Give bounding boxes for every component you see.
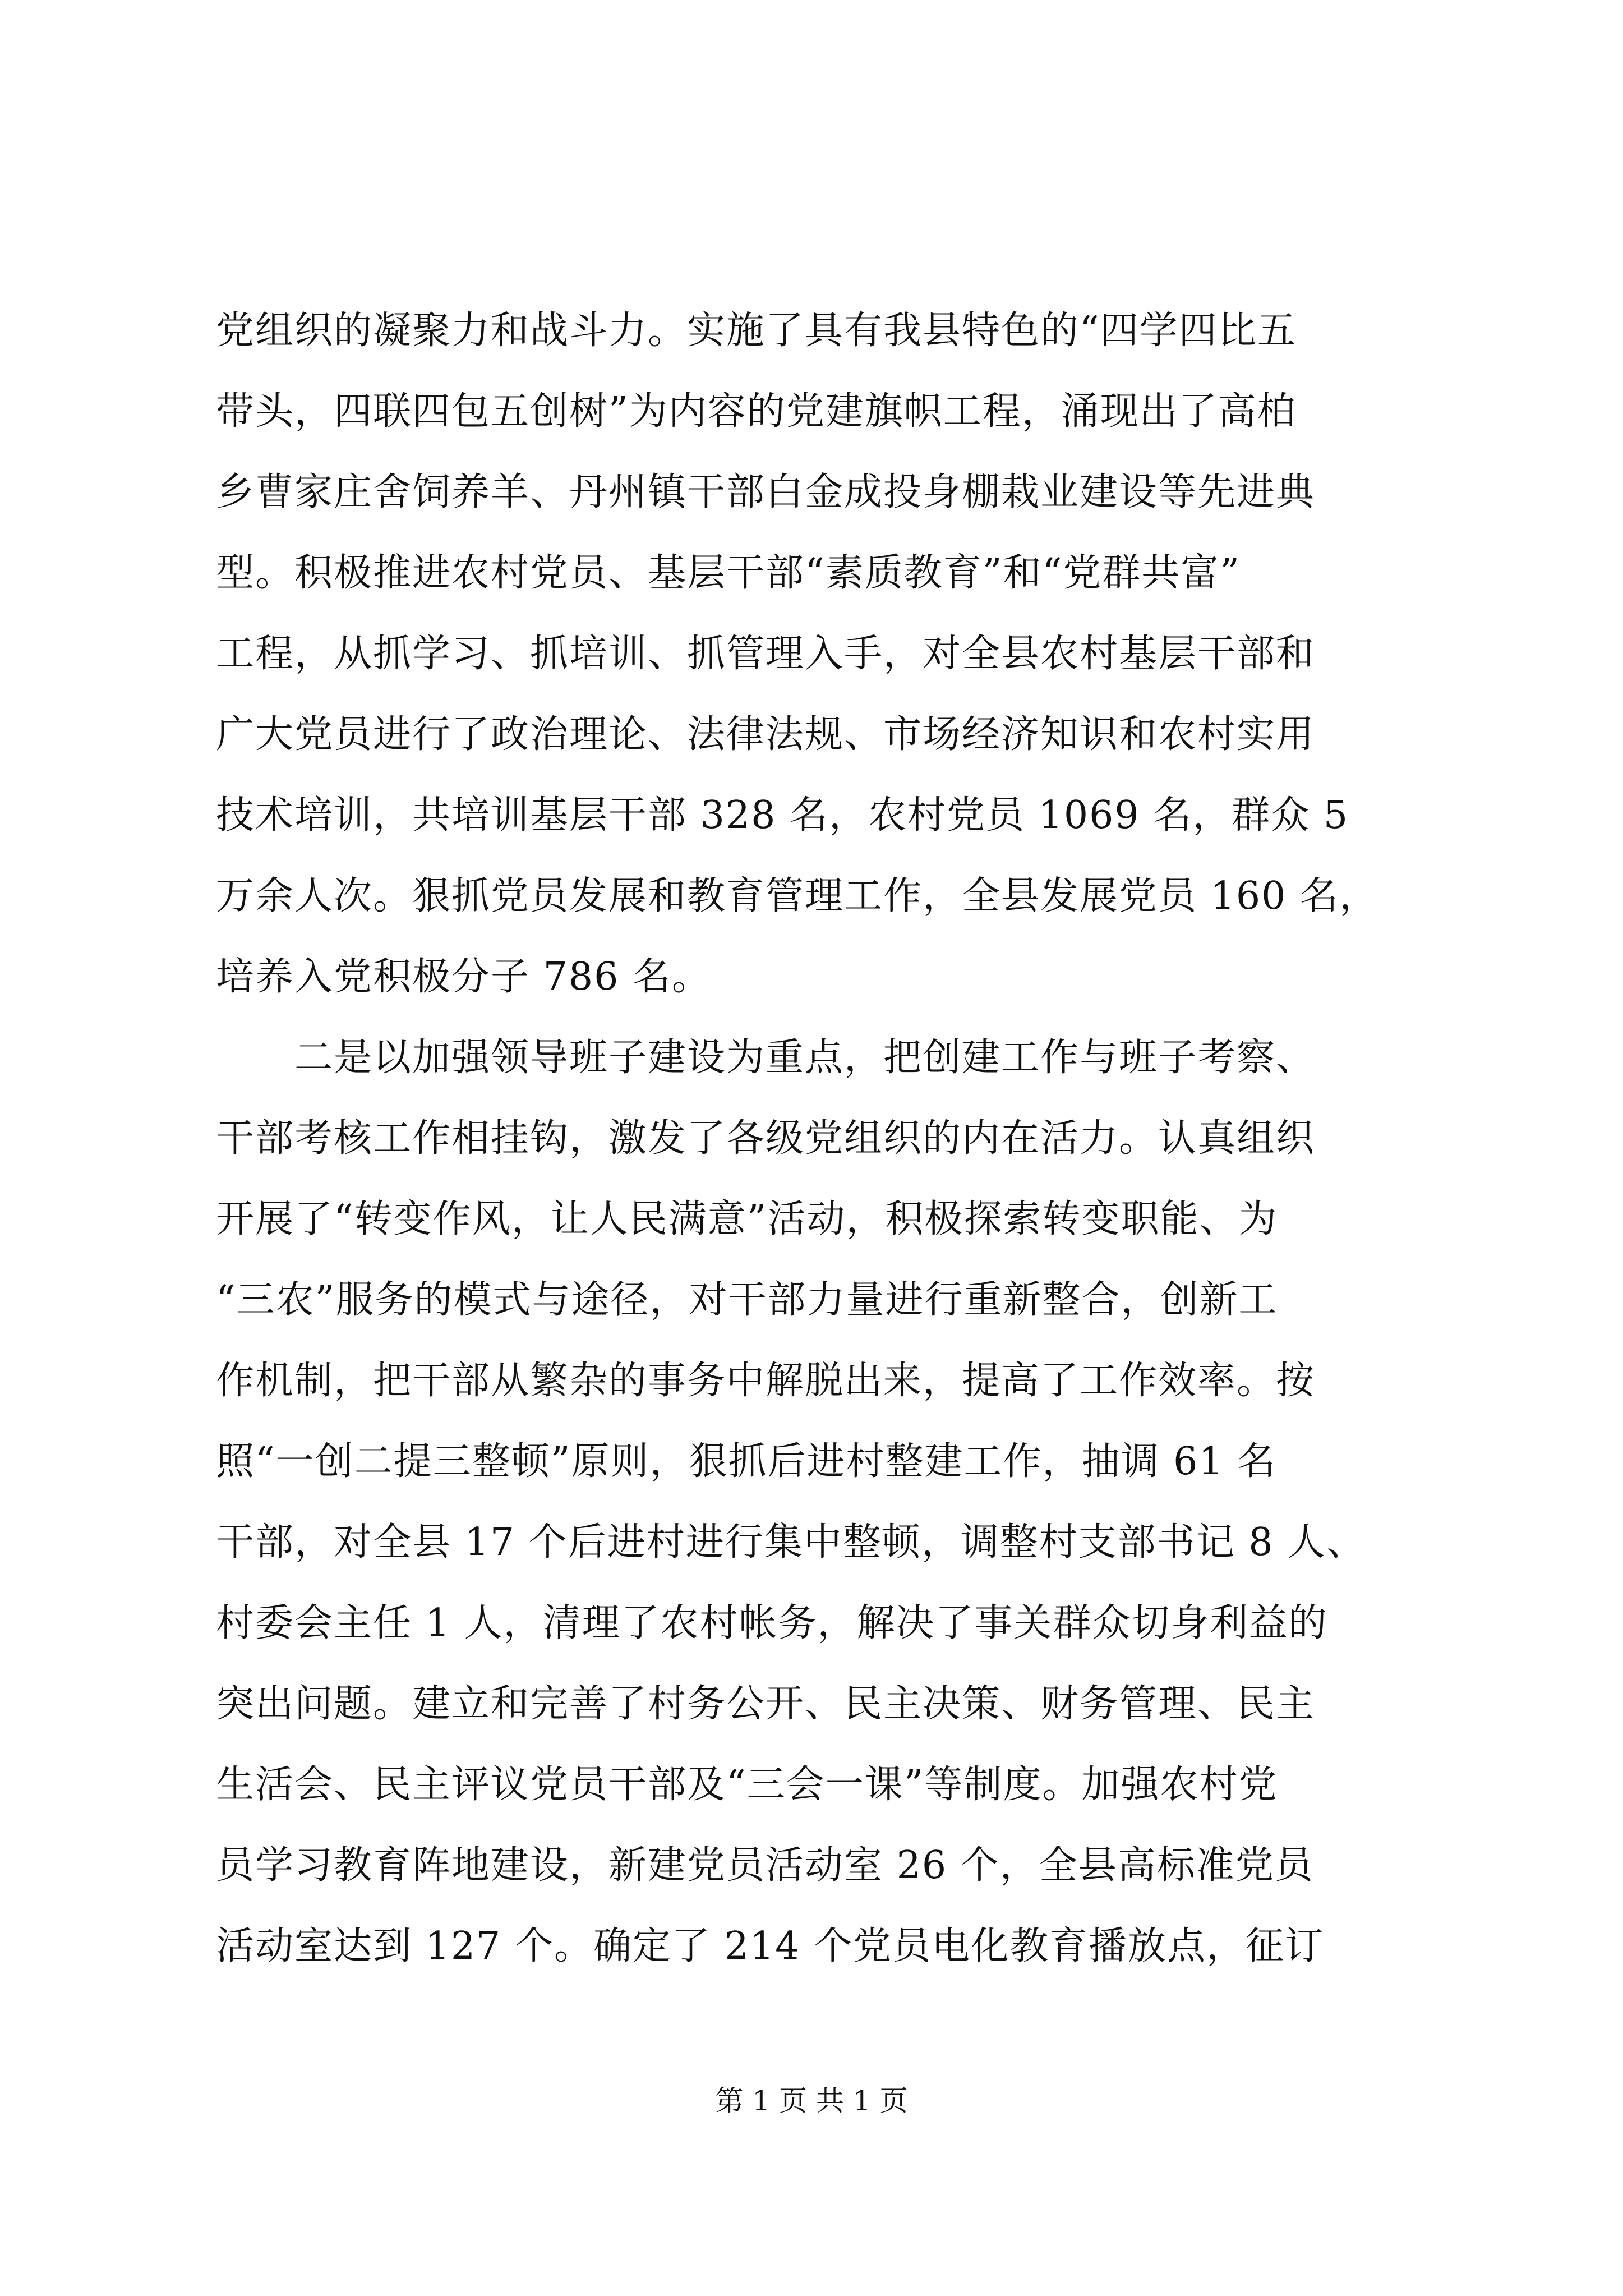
body-text-line: 作机制，把干部从繁杂的事务中解脱出来，提高了工作效率。按: [216, 1359, 1316, 1403]
body-text-line: 开展了“转变作风，让人民满意”活动，积极探索转变职能、为: [216, 1197, 1278, 1241]
body-text-line: 型。积极推进农村党员、基层干部“素质教育”和“党群共富”: [216, 551, 1241, 595]
body-text-line: 乡曹家庄舍饲养羊、丹州镇干部白金成投身棚栽业建设等先进典: [216, 470, 1316, 514]
body-text-line: 技术培训，共培训基层干部 328 名，农村党员 1069 名，群众 5: [216, 793, 1349, 838]
page-footer: 第 1 页 共 1 页: [715, 2085, 908, 2117]
paragraph-start-line: 二是以加强领导班子建设为重点，把创建工作与班子考察、: [216, 1036, 1316, 1080]
body-text-line: 活动室达到 127 个。确定了 214 个党员电化教育播放点，征订: [216, 1924, 1325, 1968]
body-text-line: 干部，对全县 17 个后进村进行集中整顿，调整村支部书记 8 人、: [216, 1520, 1366, 1565]
body-text-line: 带头，四联四包五创树”为内容的党建旗帜工程，涌现出了高柏: [216, 389, 1297, 434]
body-text-line: 广大党员进行了政治理论、法律法规、市场经济知识和农村实用: [216, 712, 1316, 757]
body-text-line: 照“一创二提三整顿”原则，狠抓后进村整建工作，抽调 61 名: [216, 1439, 1277, 1484]
body-text-line: 生活会、民主评议党员干部及“三会一课”等制度。加强农村党: [216, 1763, 1278, 1807]
body-text-line: 员学习教育阵地建设，新建党员活动室 26 个，全县高标准党员: [216, 1843, 1314, 1888]
body-text-line: 干部考核工作相挂钩，激发了各级党组织的内在活力。认真组织: [216, 1116, 1316, 1161]
body-text-line: 突出问题。建立和完善了村务公开、民主决策、财务管理、民主: [216, 1682, 1316, 1726]
body-text-line: “三农”服务的模式与途径，对干部力量进行重新整合，创新工: [216, 1278, 1278, 1322]
body-text-line: 万余人次。狠抓党员发展和教育管理工作，全县发展党员 160 名，: [216, 874, 1379, 918]
body-text-line: 村委会主任 1 人，清理了农村帐务，解决了事关群众切身利益的: [216, 1601, 1328, 1645]
body-text-line: 工程，从抓学习、抓培训、抓管理入手，对全县农村基层干部和: [216, 632, 1316, 676]
body-text-line: 培养入党积极分子 786 名。: [216, 955, 712, 999]
body-text-line: 党组织的凝聚力和战斗力。实施了具有我县特色的“四学四比五: [216, 309, 1297, 353]
